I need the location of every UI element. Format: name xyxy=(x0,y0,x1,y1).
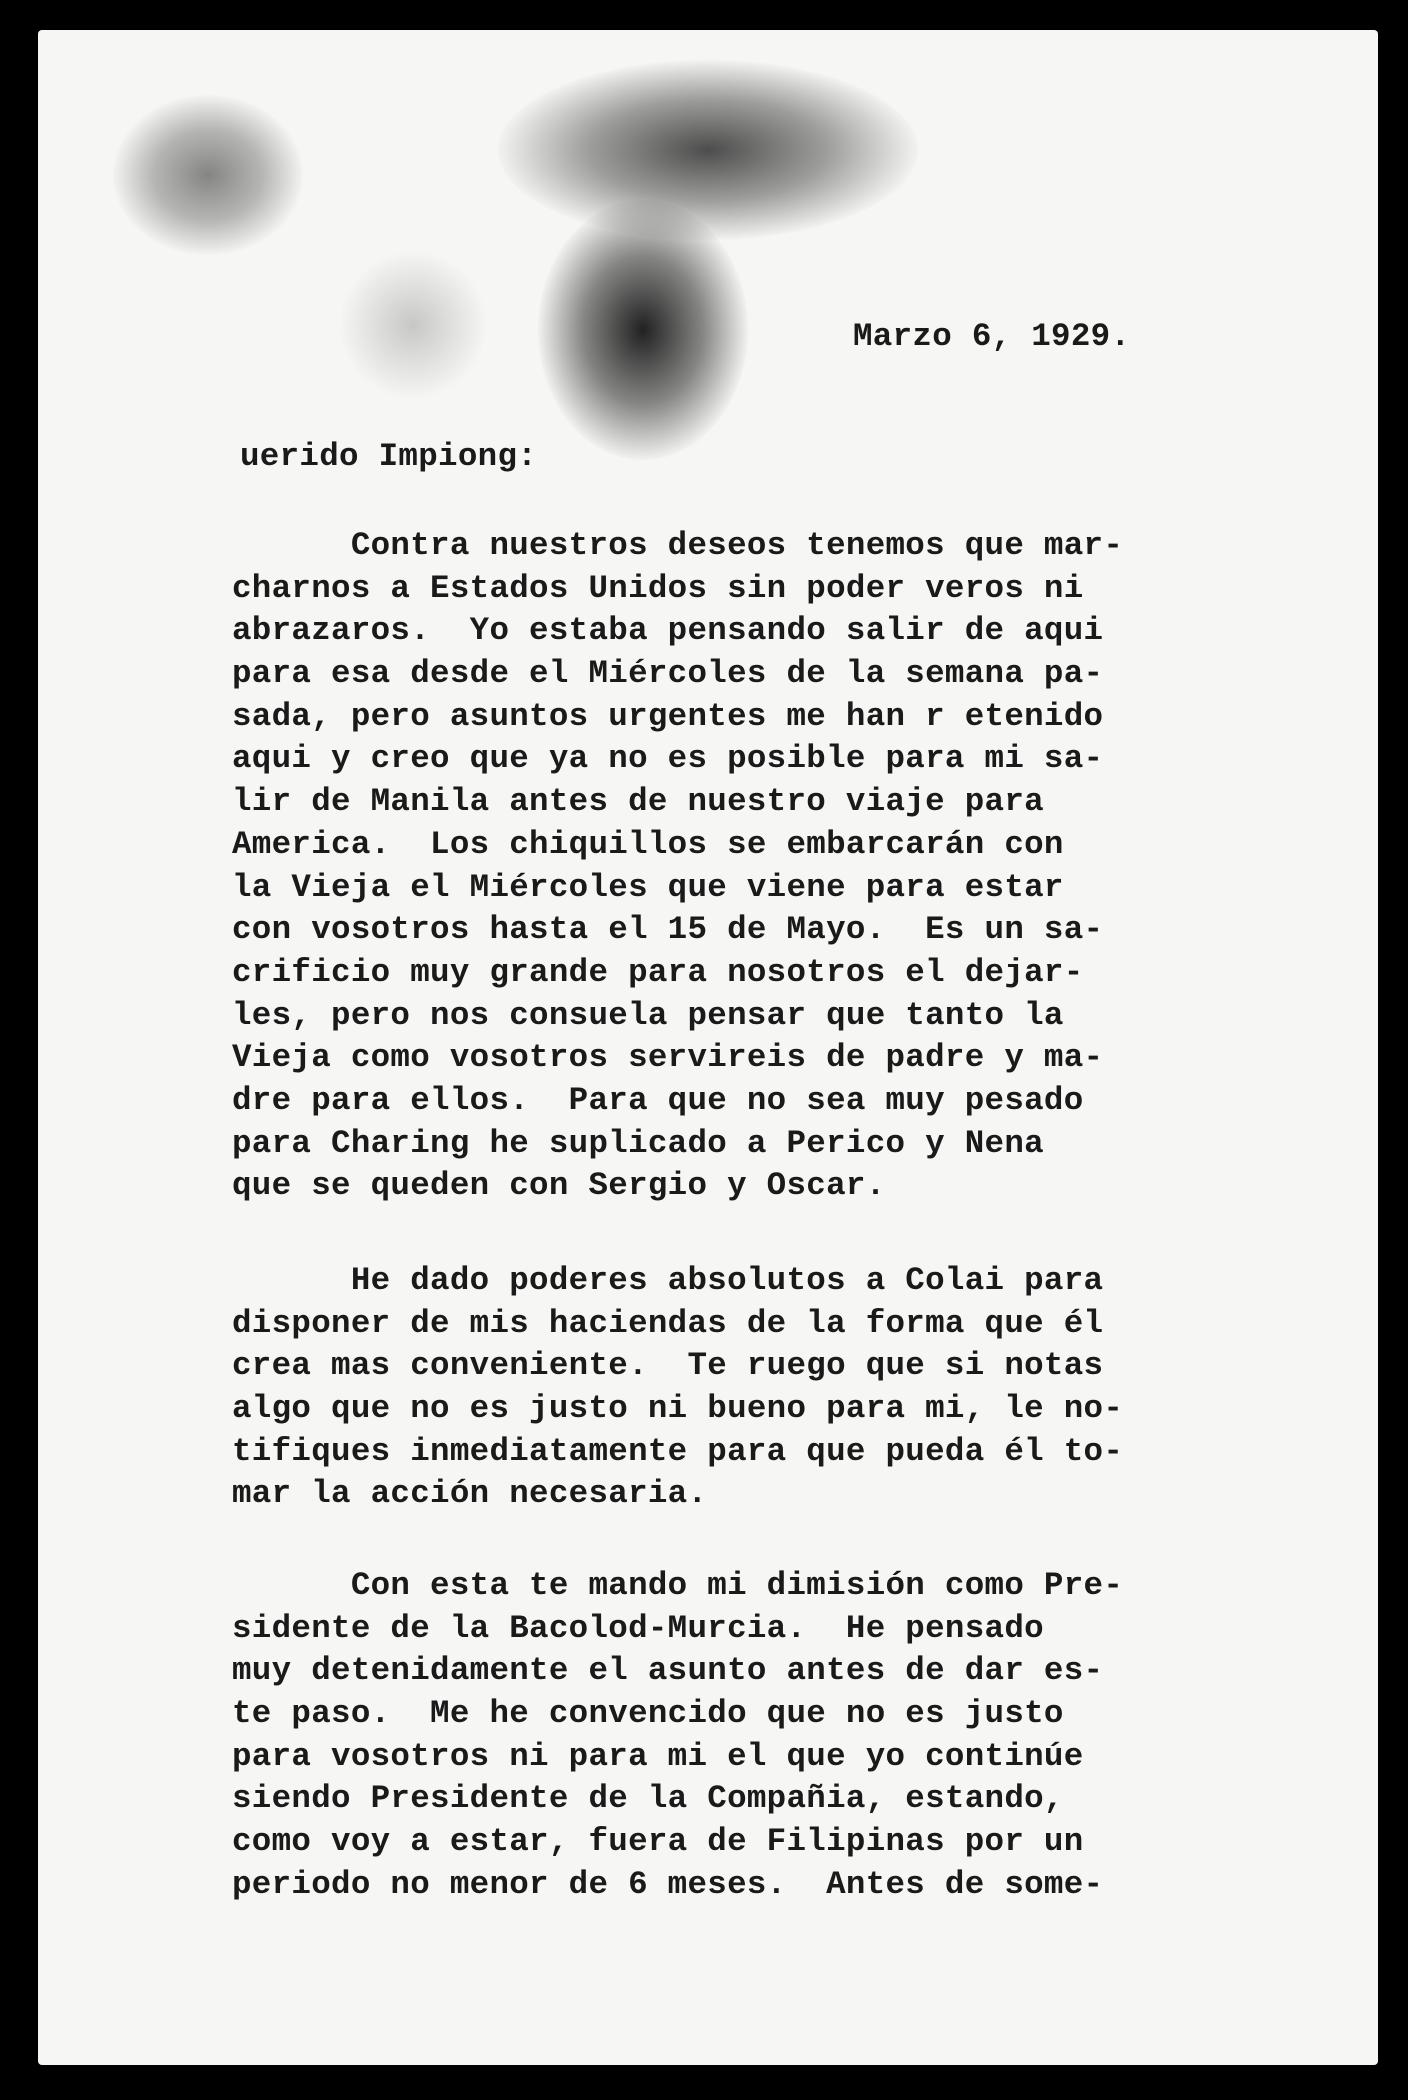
text-line: dre para ellos. Para que no sea muy pesado xyxy=(232,1081,1084,1119)
paragraph-1 xyxy=(232,525,1123,1208)
text-line: tifiques inmediatamente para que pueda él to- xyxy=(232,1432,1124,1470)
text-line: que se queden con Sergio y Oscar. xyxy=(232,1167,886,1205)
letter-date: Marzo 6, 1929. xyxy=(853,318,1131,355)
text-line: charnos a Estados Unidos sin poder veros ni xyxy=(232,569,1084,607)
text-line: aqui y creo que ya no es posible para mi sa- xyxy=(232,740,1104,778)
text-line: abrazaros. Yo estaba pensando salir de aqui xyxy=(232,612,1104,650)
letter-greeting: uerido Impiong: xyxy=(240,438,538,475)
paragraph-3 xyxy=(232,1565,1123,1907)
text-line: He dado poderes absolutos a Colai para xyxy=(232,1262,1104,1299)
text-line: muy detenidamente el asunto antes de dar es- xyxy=(232,1652,1104,1690)
text-line: algo que no es justo ni bueno para mi, le no- xyxy=(232,1390,1124,1428)
text-line: sada, pero asuntos urgentes me han r etenido xyxy=(232,697,1104,735)
text-line: crea mas conveniente. Te ruego que si notas xyxy=(232,1347,1104,1385)
text-line: disponer de mis haciendas de la forma que él xyxy=(232,1304,1104,1342)
text-line: mar la acción necesaria. xyxy=(232,1475,708,1513)
text-line: como voy a estar, fuera de Filipinas por un xyxy=(232,1823,1084,1861)
text-line: la Vieja el Miércoles que viene para estar xyxy=(232,868,1064,906)
text-line: sidente de la Bacolod-Murcia. He pensado xyxy=(232,1609,1044,1647)
text-line: para esa desde el Miércoles de la semana pa- xyxy=(232,655,1104,693)
text-line: Contra nuestros deseos tenemos que mar- xyxy=(232,527,1124,564)
text-line: America. Los chiquillos se embarcarán con xyxy=(232,825,1064,863)
text-line: periodo no menor de 6 meses. Antes de some- xyxy=(232,1865,1104,1903)
text-line: siendo Presidente de la Compañia, estando, xyxy=(232,1780,1064,1818)
text-line: lir de Manila antes de nuestro viaje para xyxy=(232,783,1044,821)
text-line: les, pero nos consuela pensar que tanto la xyxy=(232,996,1064,1034)
text-line: te paso. Me he convencido que no es justo xyxy=(232,1695,1064,1733)
text-line: para Charing he suplicado a Perico y Nena xyxy=(232,1124,1044,1162)
text-line: para vosotros ni para mi el que yo continúe xyxy=(232,1737,1084,1775)
text-line: crificio muy grande para nosotros el dejar- xyxy=(232,953,1084,991)
text-line: con vosotros hasta el 15 de Mayo. Es un sa- xyxy=(232,911,1104,949)
text-line: Con esta te mando mi dimisión como Pre- xyxy=(232,1567,1124,1604)
text-line: Vieja como vosotros servireis de padre y ma- xyxy=(232,1039,1104,1077)
paragraph-2 xyxy=(232,1260,1123,1516)
